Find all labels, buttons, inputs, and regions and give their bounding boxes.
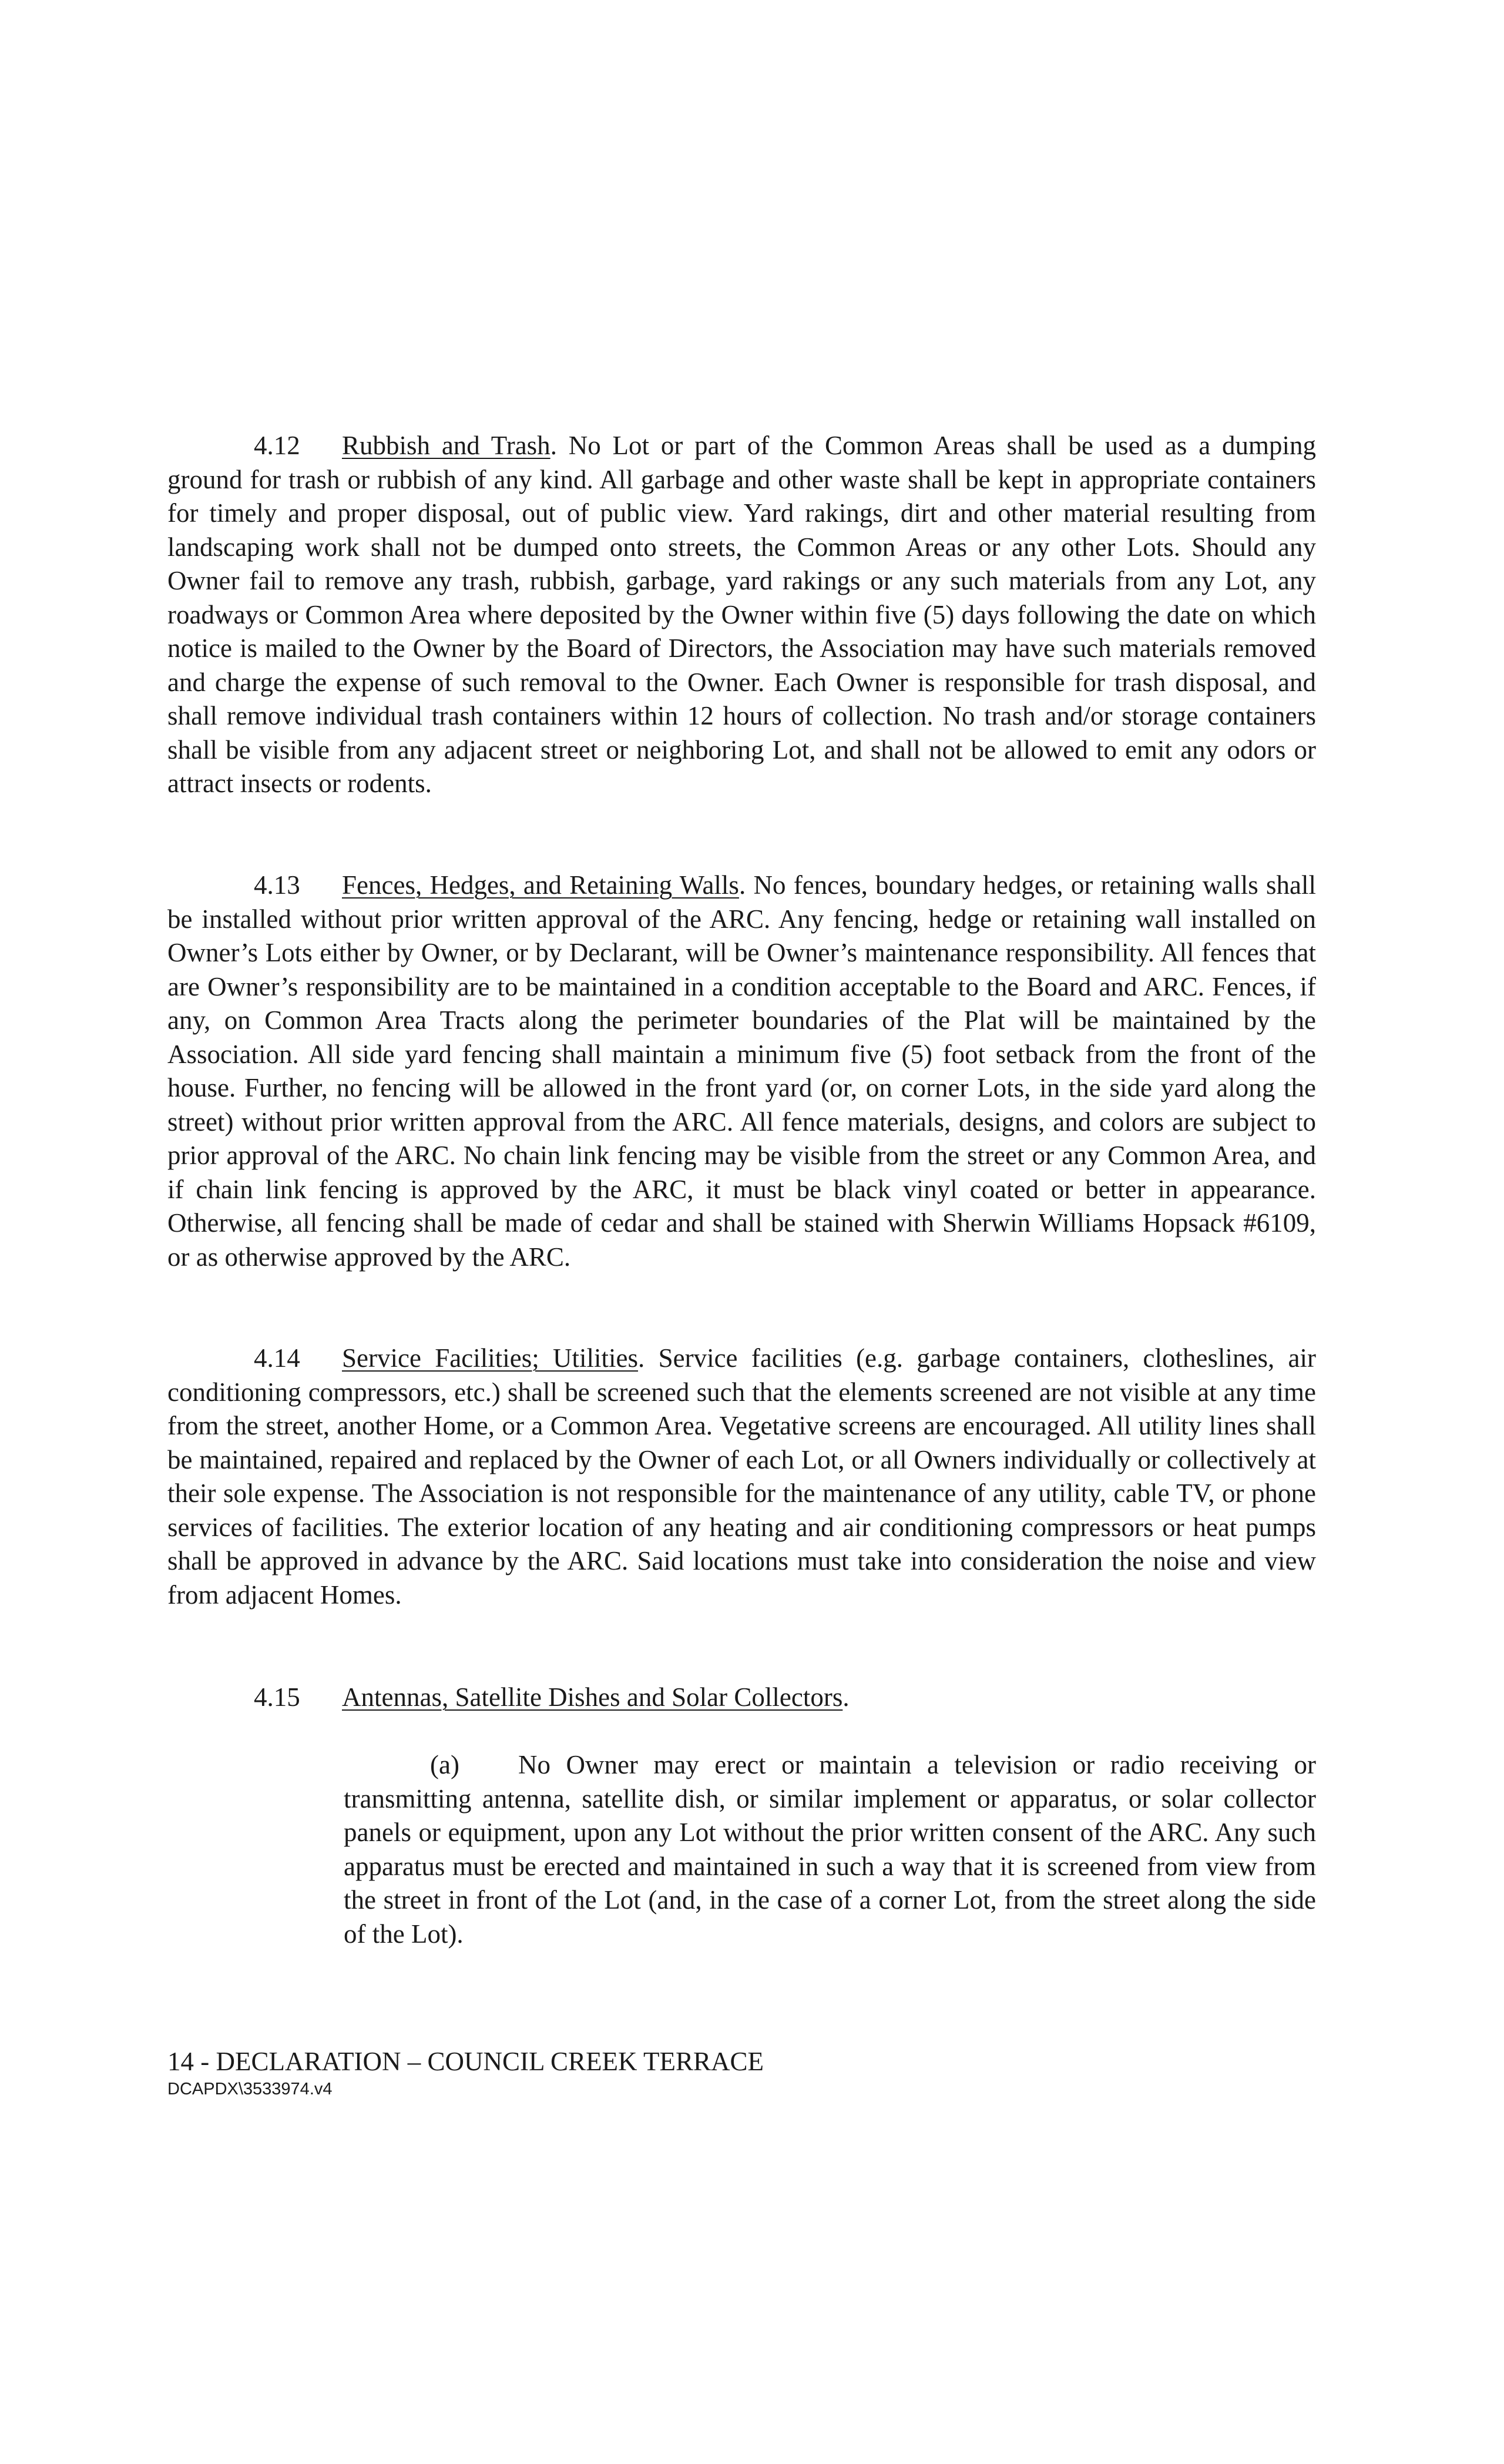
subsection-label: (a) (430, 1750, 459, 1779)
section-number: 4.13 (254, 870, 300, 900)
section-number: 4.14 (254, 1343, 300, 1373)
footer-page-title: 14 - DECLARATION – COUNCIL CREEK TERRACE (167, 2047, 764, 2076)
section-4-14 (167, 1342, 1316, 1612)
subsection-body: No Owner may erect or maintain a television or radio receiving or transmitting antenna, satellite dish, or similar implement or apparatus, or solar collector panels or equipment, upon any Lot without the prior written consent of the ARC. Any such apparatus must be erected and maintained in such a way that it is screened from view from the street in front of the Lot (and, in the case of a corner Lot, from the street along the side of the Lot). (344, 1750, 1316, 1949)
section-title: Rubbish and Trash (342, 431, 550, 460)
section-title: Service Facilities; Utilities (342, 1343, 639, 1373)
section-number: 4.15 (254, 1682, 300, 1712)
footer-doc-id: DCAPDX\3533974.v4 (167, 2080, 333, 2098)
section-body: . No fences, boundary hedges, or retaining walls shall be installed without prior written approval of the ARC. Any fencing, hedge or retaining wall installed on Owner’s Lots either by Owner, or by Declarant, will be Owner’s maintenance responsibility. All fences that are Owner’s responsibility are to be maintained in a condition acceptable to the Board and ARC. Fences, if any, on Common Area Tracts along the perimeter boundaries of the Plat will be maintained by the Association. All side yard fencing shall maintain a minimum five (5) foot setback from the front of the house. Further, no fencing will be allowed in the front yard (or, on corner Lots, in the side yard along the street) without prior written approval from the ARC. All fence materials, designs, and colors are subject to prior approval of the ARC. No chain link fencing may be visible from the street or any Common Area, and if chain link fencing is approved by the ARC, it must be black vinyl coated or better in appearance. Otherwise, all fencing shall be made of cedar and shall be stained with Sherwin Williams Hopsack #6109, or as otherwise approved by the ARC. (167, 870, 1317, 1272)
section-number: 4.12 (254, 431, 300, 460)
section-body: . No Lot or part of the Common Areas shall be used as a dumping ground for trash or rubbish of any kind. All garbage and other waste shall be kept in appropriate containers for timely and proper disposal, out of public view. Yard rakings, dirt and other material resulting from landscaping work shall not be dumped onto streets, the Common Areas or any other Lots. Should any Owner fail to remove any trash, rubbish, garbage, yard rakings or any such materials from any Lot, any roadways or Common Area where deposited by the Owner within five (5) days following the date on which notice is mailed to the Owner by the Board of Directors, the Association may have such materials removed and charge the expense of such removal to the Owner. Each Owner is responsible for trash disposal, and shall remove individual trash containers within 12 hours of collection. No trash and/or storage containers shall be visible from any adjacent street or neighboring Lot, and shall not be allowed to emit any odors or attract insects or rodents. (167, 431, 1316, 798)
section-body: . (842, 1682, 850, 1712)
section-body: . Service facilities (e.g. garbage containers, clotheslines, air conditioning compressors, etc.) shall be screened such that the elements screened are not visible at any time from the street, another Home, or a Common Area. Vegetative screens are encouraged. All utility lines shall be maintained, repaired and replaced by the Owner of each Lot, or all Owners individually or collectively at their sole expense. The Association is not responsible for the maintenance of any utility, cable TV, or phone services of facilities. The exterior location of any heating and air conditioning compressors or heat pumps shall be approved in advance by the ARC. Said locations must take into consideration the noise and view from adjacent Homes. (167, 1343, 1316, 1610)
section-4-15 (167, 1681, 1316, 1715)
section-title: Antennas, Satellite Dishes and Solar Collectors (342, 1682, 843, 1712)
subsection-4-15-a (344, 1748, 1316, 1951)
section-4-12 (167, 429, 1316, 801)
section-title: Fences, Hedges, and Retaining Walls (342, 870, 739, 900)
section-4-13 (167, 869, 1316, 1274)
